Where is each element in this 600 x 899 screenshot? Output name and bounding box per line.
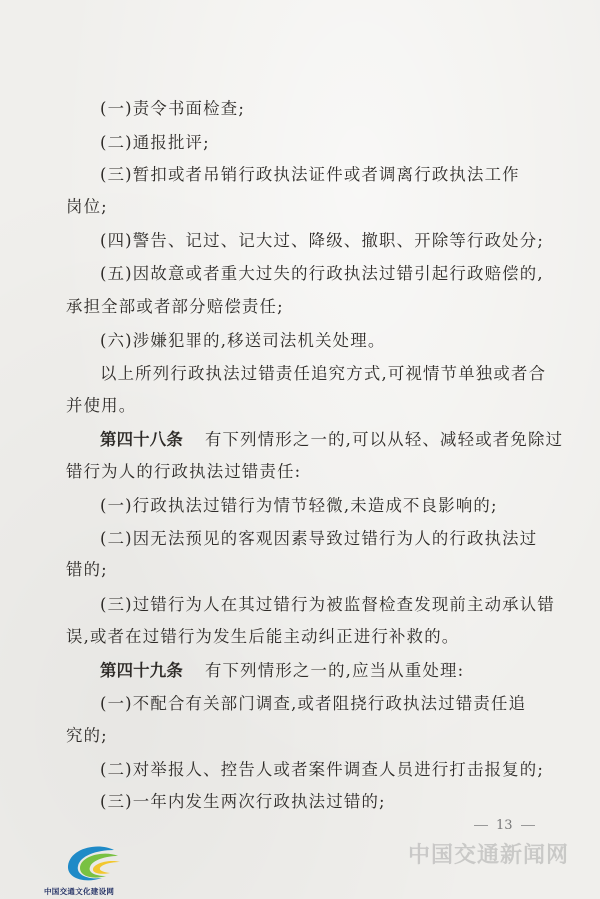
page-number [466, 818, 543, 833]
text-line: 承担全部或者部分赔偿责任; [66, 297, 284, 316]
page-number-value: 13 [496, 818, 513, 833]
watermark: 中国交通新闻网 [408, 843, 570, 868]
text-line: 岗位; [66, 197, 108, 216]
text-line: 错的; [66, 560, 108, 579]
text-line: (四)警告、记过、记大过、降级、撤职、开除等行政处分; [100, 231, 545, 250]
text-line: (一)责令书面检查; [100, 99, 246, 118]
article-48-line [100, 432, 563, 448]
text-line: (一)不配合有关部门调查,或者阻挠行政执法过错责任追 [100, 694, 527, 713]
text-line: 究的; [66, 726, 108, 745]
article-49-heading: 第四十九条 [100, 661, 183, 680]
page-number-dash-left [474, 825, 488, 826]
logo-caption: 中国交通文化建设网 [44, 887, 115, 896]
text-line: (六)涉嫌犯罪的,移送司法机关处理。 [100, 331, 386, 350]
article-49-line [100, 663, 464, 679]
article-48-text: 有下列情形之一的,可以从轻、减轻或者免除过 [204, 430, 564, 449]
article-49-text: 有下列情形之一的,应当从重处理: [204, 661, 465, 680]
text-line: 错行为人的行政执法过错责任: [66, 462, 302, 481]
text-line: (二)因无法预见的客观因素导致过错行为人的行政执法过 [100, 529, 538, 548]
text-line: (三)一年内发生两次行政执法过错的; [100, 792, 386, 811]
text-line: (三)暂扣或者吊销行政执法证件或者调离行政执法工作 [100, 165, 520, 184]
text-line: 并使用。 [66, 396, 137, 415]
text-line: (五)因故意或者重大过失的行政执法过错引起行政赔偿的, [100, 264, 544, 283]
text-line: (二)对举报人、控告人或者案件调查人员进行打击报复的; [100, 760, 545, 779]
text-line: (一)行政执法过错行为情节轻微,未造成不良影响的; [100, 496, 498, 515]
text-line: (二)通报批评; [100, 133, 210, 152]
text-line: 误,或者在过错行为发生后能主动纠正进行补救的。 [66, 627, 460, 646]
text-line: 以上所列行政执法过错责任追究方式,可视情节单独或者合 [100, 364, 547, 383]
text-line: (三)过错行为人在其过错行为被监督检查发现前主动承认错 [100, 595, 555, 614]
page-number-dash-right [521, 825, 535, 826]
site-logo-icon [62, 842, 122, 886]
article-48-heading: 第四十八条 [100, 430, 183, 449]
